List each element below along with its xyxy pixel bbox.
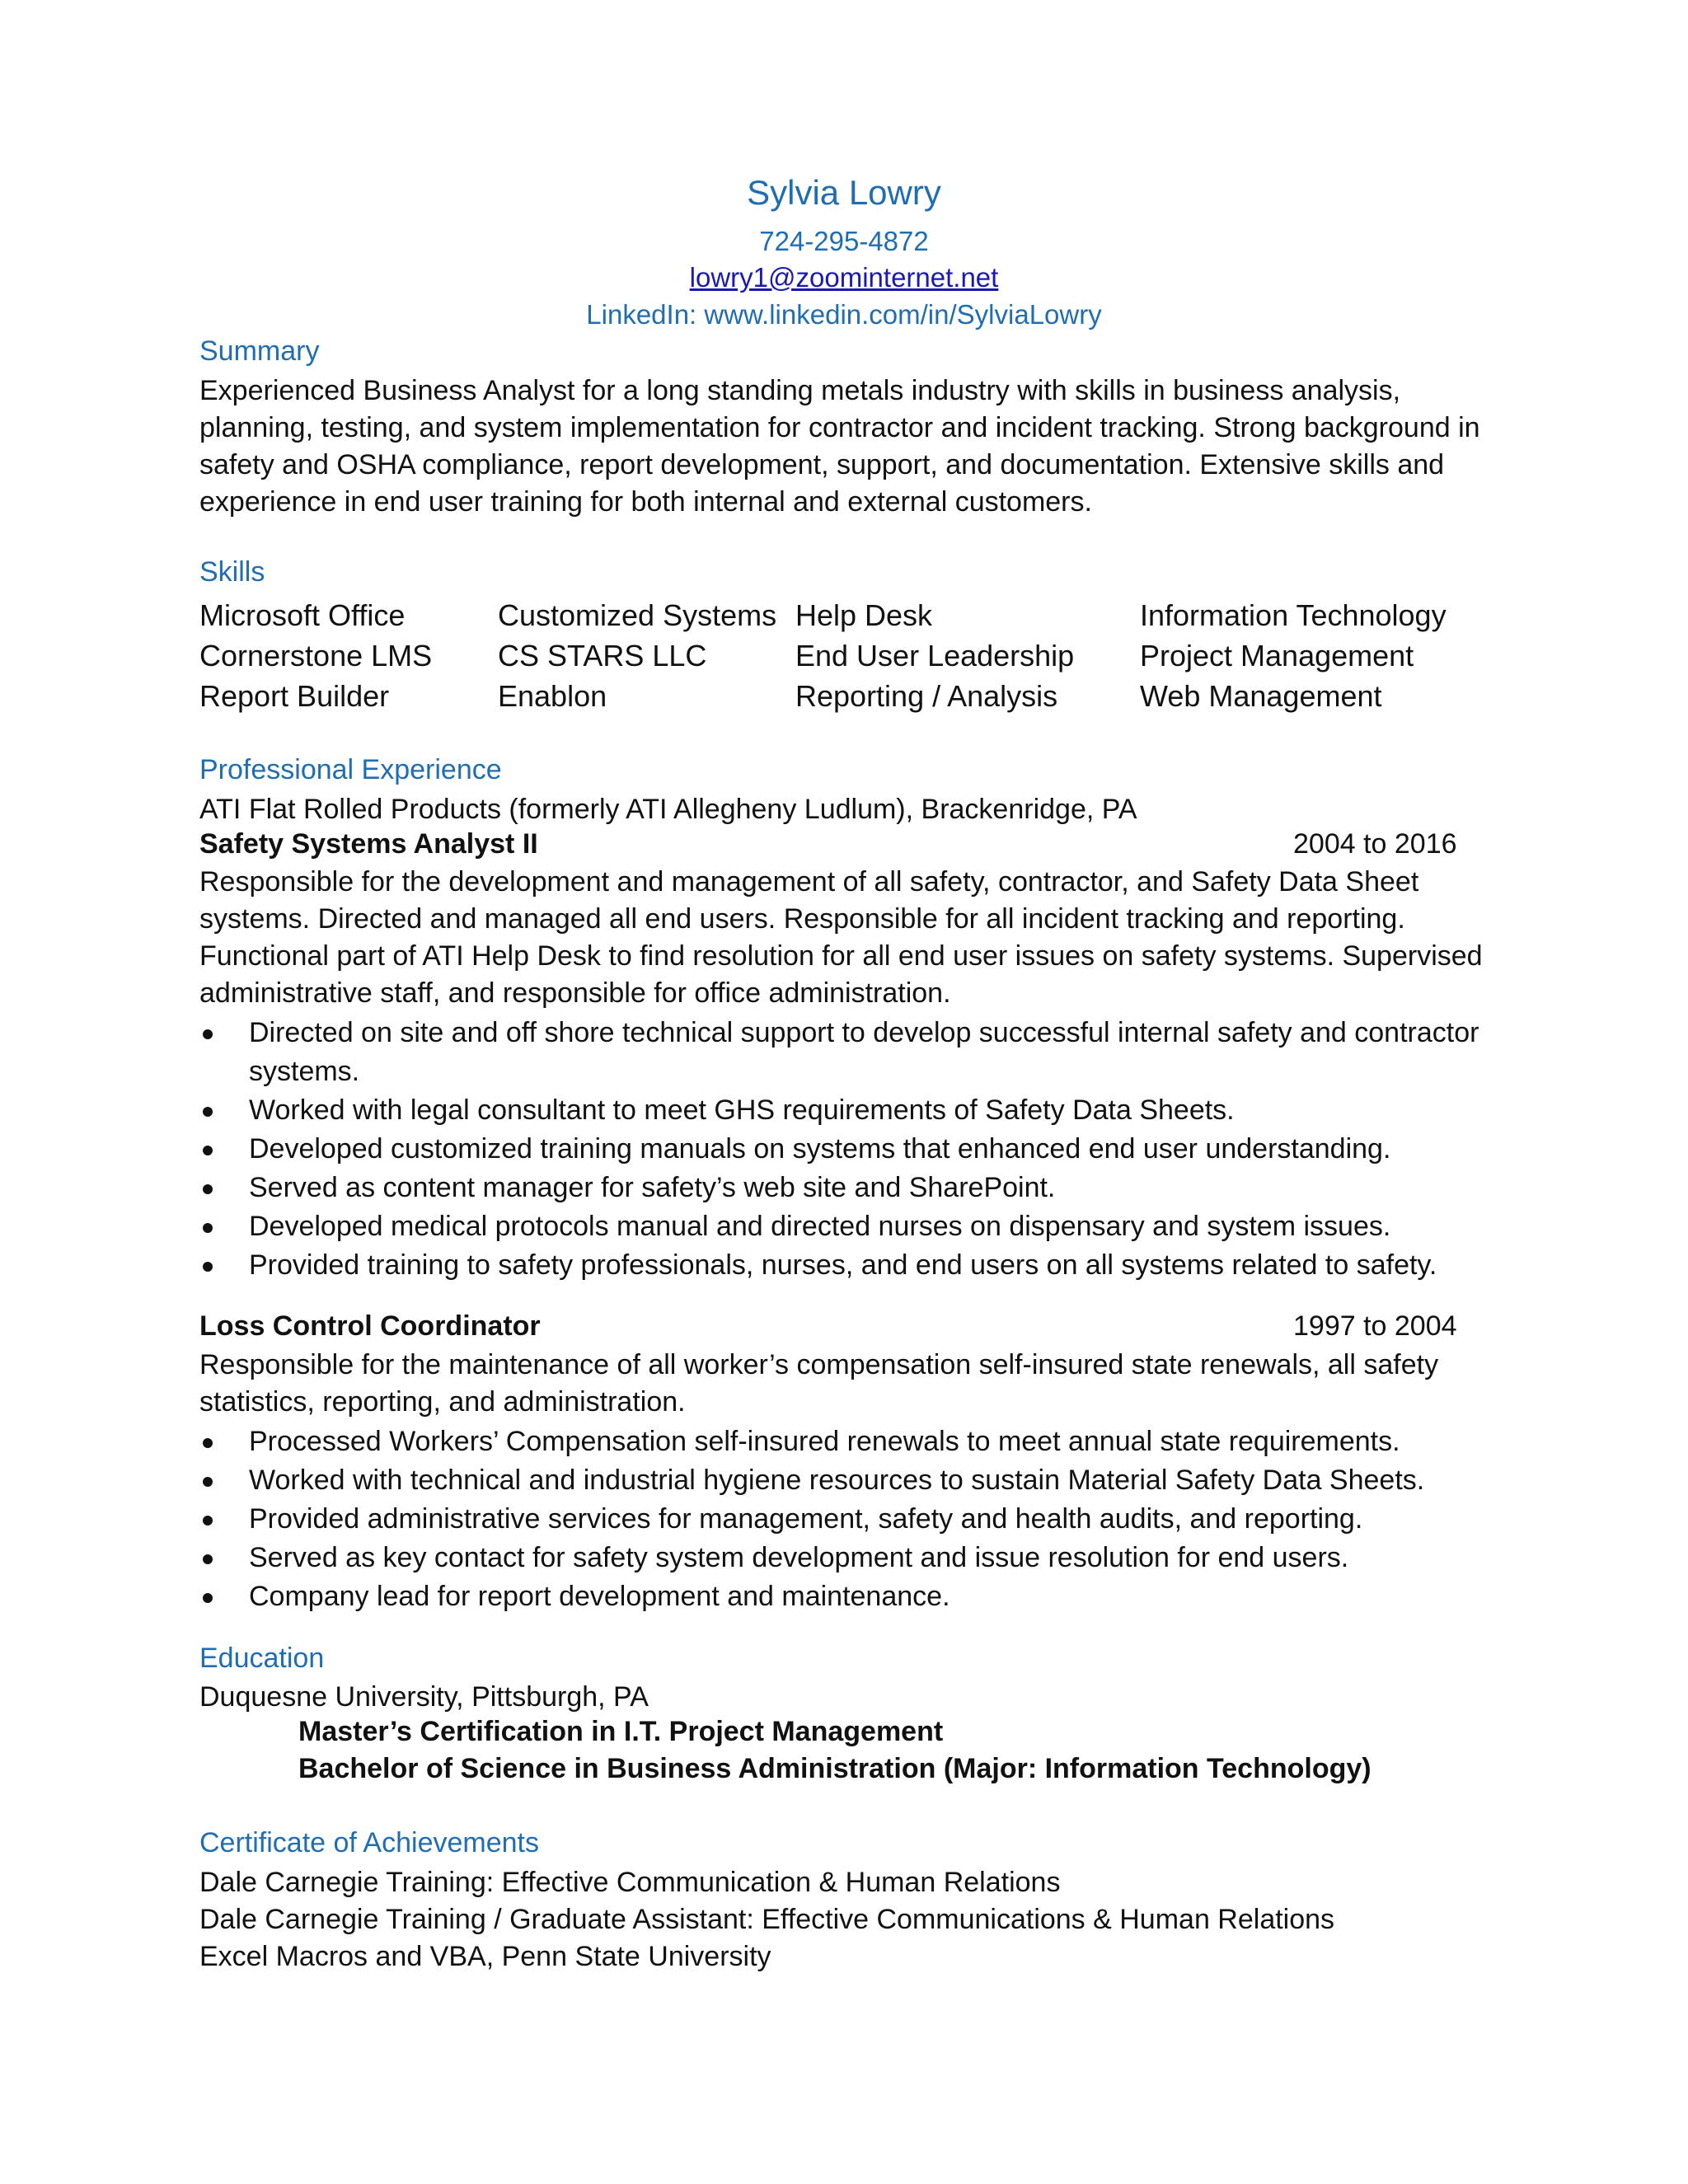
list-item: Developed medical protocols manual and directed nurses on dispensary and system issues.	[199, 1207, 1510, 1246]
bullet-icon	[203, 1262, 213, 1272]
degree: Master’s Certification in I.T. Project Management	[298, 1716, 944, 1747]
bullet-icon	[203, 1438, 213, 1448]
list-item: Company lead for report development and maintenance.	[199, 1577, 1510, 1616]
company-name: ATI Flat Rolled Products (formerly ATI Allegheny Ludlum), Brackenridge, PA	[199, 794, 1137, 825]
bullet-icon	[203, 1223, 213, 1233]
job-dates: 2004 to 2016	[1293, 828, 1457, 860]
bullet-icon	[203, 1107, 213, 1117]
certificate-item: Dale Carnegie Training / Graduate Assistant: Effective Communications & Human Relations	[199, 1904, 1335, 1935]
summary-text: Experienced Business Analyst for a long standing metals industry with skills in business analysis, planning, testing, and system implementation for contractor and incident tracking. Strong background in safety and OSHA compliance, report development, support, and documentation. Extensive skills and experience in end user training for both internal and external customers.	[199, 375, 1480, 518]
applicant-name: Sylvia Lowry	[747, 173, 941, 212]
certificates-heading: Certificate of Achievements	[199, 1827, 539, 1858]
job-title: Loss Control Coordinator	[199, 1310, 541, 1342]
degree: Bachelor of Science in Business Administration (Major: Information Technology)	[298, 1753, 1372, 1784]
list-item: Provided training to safety professionals, nurses, and end users on all systems related to safety.	[199, 1246, 1510, 1285]
list-item: Worked with technical and industrial hygiene resources to sustain Material Safety Data Sheets.	[199, 1461, 1510, 1500]
skill-item: Information Technology	[1140, 598, 1447, 632]
skill-item: Enablon	[498, 679, 607, 713]
linkedin-url[interactable]: LinkedIn: www.linkedin.com/in/SylviaLowry	[586, 299, 1102, 330]
list-item: Directed on site and off shore technical support to develop successful internal safety and contractor systems.	[199, 1014, 1510, 1091]
list-item: Served as content manager for safety’s web site and SharePoint.	[199, 1169, 1510, 1207]
job-bullets	[199, 1422, 1510, 1616]
school-name: Duquesne University, Pittsburgh, PA	[199, 1681, 649, 1713]
skill-item: Project Management	[1140, 639, 1414, 673]
list-item: Developed customized training manuals on systems that enhanced end user understanding.	[199, 1130, 1510, 1169]
skill-item: Reporting / Analysis	[795, 679, 1058, 713]
certificate-item: Excel Macros and VBA, Penn State University	[199, 1941, 771, 1972]
phone-number: 724-295-4872	[759, 226, 929, 256]
list-item: Worked with legal consultant to meet GHS requirements of Safety Data Sheets.	[199, 1091, 1510, 1130]
bullet-icon	[203, 1554, 213, 1564]
bullet-icon	[203, 1146, 213, 1155]
bullet-icon	[203, 1184, 213, 1194]
skill-item: CS STARS LLC	[498, 639, 707, 673]
skill-item: Report Builder	[199, 679, 390, 713]
education-heading: Education	[199, 1643, 325, 1674]
skill-item: Microsoft Office	[199, 598, 406, 632]
email-link[interactable]: lowry1@zoominternet.net	[689, 262, 999, 293]
bullet-icon	[203, 1029, 213, 1039]
skills-heading: Skills	[199, 556, 265, 588]
email-row	[0, 262, 1688, 293]
certificate-item: Dale Carnegie Training: Effective Communication & Human Relations	[199, 1867, 1061, 1898]
experience-heading: Professional Experience	[199, 754, 502, 785]
skill-item: Customized Systems	[498, 598, 777, 632]
skill-item: Cornerstone LMS	[199, 639, 433, 673]
job-bullets	[199, 1014, 1510, 1285]
list-item: Provided administrative services for management, safety and health audits, and reporting.	[199, 1500, 1510, 1539]
bullet-icon	[203, 1516, 213, 1526]
bullet-icon	[203, 1593, 213, 1603]
bullet-icon	[203, 1477, 213, 1487]
list-item: Served as key contact for safety system development and issue resolution for end users.	[199, 1539, 1510, 1577]
summary-heading: Summary	[199, 335, 320, 367]
skill-item: Web Management	[1140, 679, 1382, 713]
job-description: Responsible for the development and management of all safety, contractor, and Safety Data Sheet systems. Directed and managed all end users. Responsible for all incident tracking and reporting. Functional part of ATI Help Desk to find resolution for all end user issues on safety systems. Supervised administrative staff, and responsible for office administration.	[199, 866, 1483, 1009]
skill-item: End User Leadership	[795, 639, 1075, 673]
list-item: Processed Workers’ Compensation self-insured renewals to meet annual state requirements.	[199, 1422, 1510, 1461]
job-dates: 1997 to 2004	[1293, 1310, 1457, 1342]
job-title: Safety Systems Analyst II	[199, 828, 538, 860]
job-description: Responsible for the maintenance of all worker’s compensation self-insured state renewals, all safety statistics, reporting, and administration.	[199, 1349, 1439, 1418]
skill-item: Help Desk	[795, 598, 933, 632]
